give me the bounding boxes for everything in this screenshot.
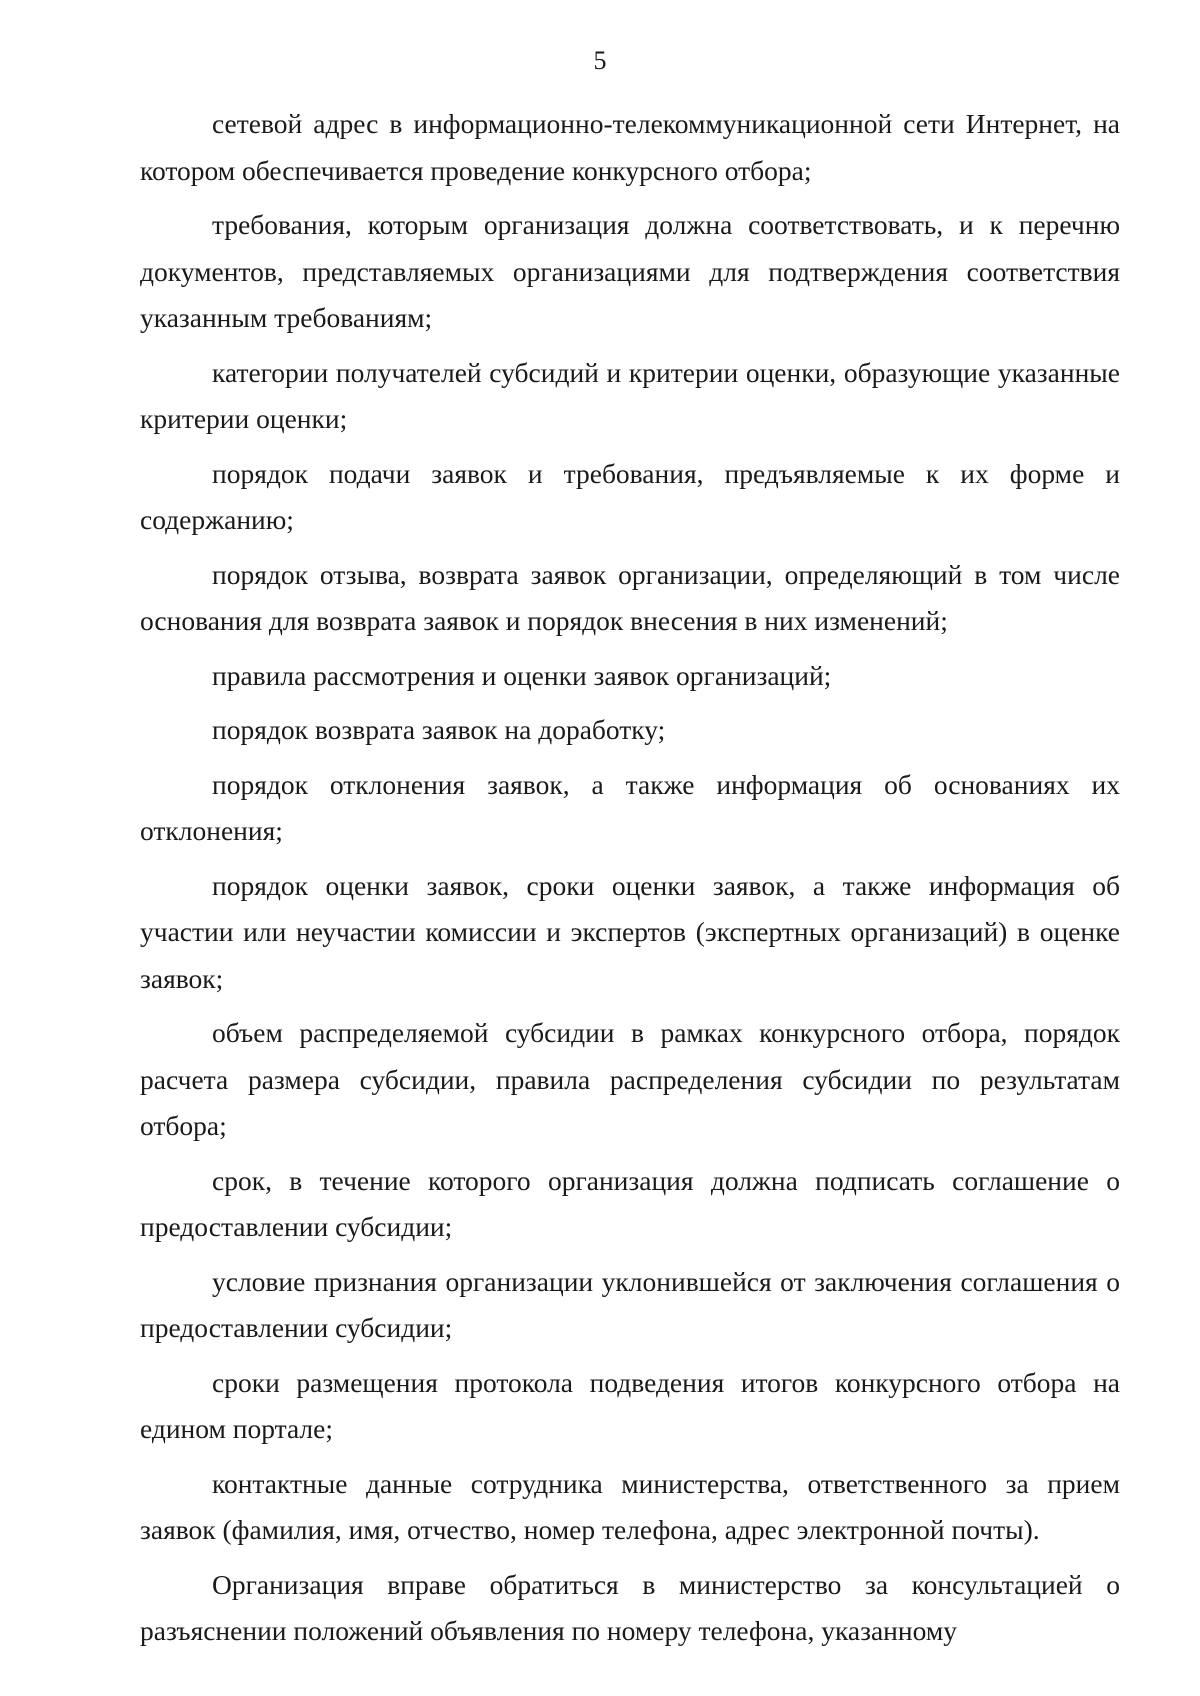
paragraph: срок, в течение которого организация должна подписать соглашение о предоставлении субсидии; — [140, 1164, 1120, 1242]
page-number: 5 — [593, 46, 607, 75]
paragraph: условие признания организации уклонившейся от заключения соглашения о предоставлении субсидии; — [140, 1265, 1120, 1343]
document-body — [140, 101, 1120, 1663]
paragraph: порядок отзыва, возврата заявок организации, определяющий в том числе основания для возврата заявок и порядок внесения в них изменений; — [140, 558, 1120, 636]
paragraph: контактные данные сотрудника министерства, ответственного за прием заявок (фамилия, имя, отчество, номер телефона, адрес электронной почты). — [140, 1467, 1120, 1545]
paragraph: сроки размещения протокола подведения итогов конкурсного отбора на едином портале; — [140, 1366, 1120, 1444]
paragraph: порядок возврата заявок на доработку; — [212, 714, 666, 745]
paragraph: категории получателей субсидий и критерии оценки, образующие указанные критерии оценки; — [140, 356, 1120, 434]
paragraph: порядок оценки заявок, сроки оценки заявок, а также информация об участии или неучастии комиссии и экспертов (экспертных организаций) в оценке заявок; — [140, 869, 1120, 994]
paragraph: Организация вправе обратиться в министерство за консультацией о разъяснении положений объявления по номеру телефона, указанному — [140, 1568, 1120, 1646]
paragraph: порядок подачи заявок и требования, предъявляемые к их форме и содержанию; — [140, 457, 1120, 535]
paragraph: правила рассмотрения и оценки заявок организаций; — [212, 659, 832, 691]
paragraph: порядок отклонения заявок, а также информация об основаниях их отклонения; — [140, 768, 1120, 846]
paragraph: сетевой адрес в информационно-телекоммуникационной сети Интернет, на котором обеспечивается проведение конкурсного отбора; — [140, 108, 1120, 186]
paragraph: требования, которым организация должна соответствовать, и к перечню документов, представляемых организациями для подтверждения соответствия указанным требованиям; — [140, 209, 1120, 333]
paragraph: объем распределяемой субсидии в рамках конкурсного отбора, порядок расчета размера субсидии, правила распределения субсидии по результатам отбора; — [140, 1017, 1120, 1141]
